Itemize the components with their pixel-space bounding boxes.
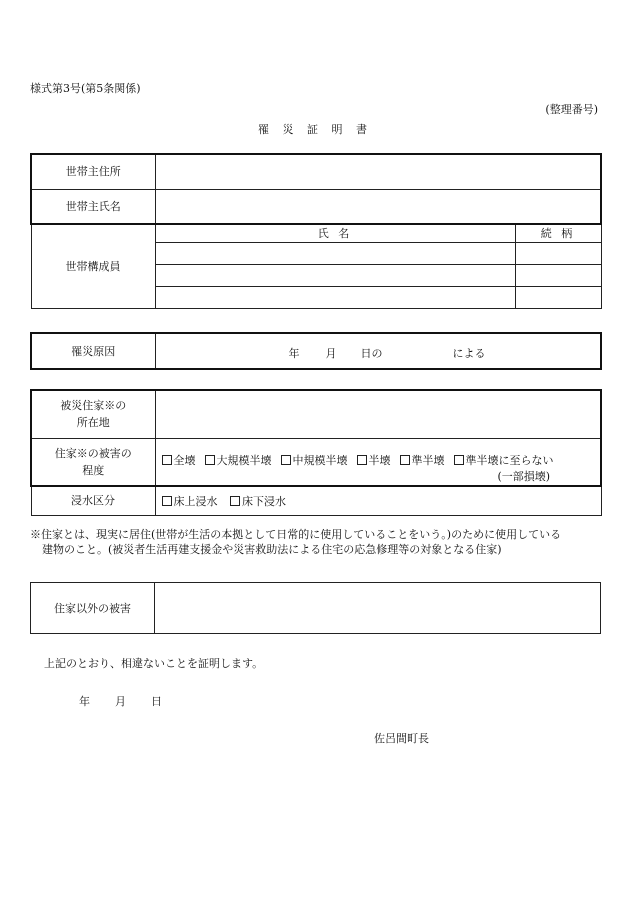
damage-degree-options — [155, 438, 601, 486]
member-name-field[interactable] — [155, 287, 515, 309]
checkbox-icon — [230, 496, 240, 506]
location-label-line2: 所在地 — [76, 416, 110, 430]
member-relation-field[interactable] — [515, 287, 601, 309]
damage-degree-label — [31, 438, 155, 486]
certify-month: 月 — [115, 695, 126, 708]
location-label-line1: 被災住家※の — [60, 399, 127, 413]
head-address-label: 世帯主住所 — [31, 154, 155, 189]
member-relation-field[interactable] — [515, 243, 601, 265]
option-half-collapse[interactable] — [357, 452, 391, 468]
member-name-header: 氏 名 — [155, 224, 515, 243]
checkbox-icon — [454, 455, 464, 465]
option-label: 準半壊に至らない — [465, 453, 554, 467]
certify-year: 年 — [79, 695, 90, 708]
option-label: 半壊 — [368, 453, 391, 467]
option-quasi-half-collapse[interactable] — [400, 452, 445, 468]
other-damage-label: 住家以外の被害 — [31, 583, 155, 634]
member-relation-field[interactable] — [515, 265, 601, 287]
option-large-half-collapse[interactable] — [205, 452, 272, 468]
checkbox-icon — [400, 455, 410, 465]
checkbox-icon — [205, 455, 215, 465]
head-name-label: 世帯主氏名 — [31, 189, 155, 224]
option-total-collapse[interactable] — [162, 452, 196, 468]
checkbox-icon — [357, 455, 367, 465]
head-name-field[interactable] — [155, 189, 601, 224]
member-relation-header: 続 柄 — [515, 224, 601, 243]
member-name-field[interactable] — [155, 265, 515, 287]
note-line-1: ※住家とは、現実に居住(世帯が生活の本拠として日常的に使用していることをいう。)のために使用している — [30, 528, 562, 541]
issuer-name: 佐呂間町長 — [374, 732, 429, 745]
cause-table — [30, 332, 602, 370]
certify-day: 日 — [151, 695, 162, 708]
option-label: 床上浸水 — [173, 494, 218, 508]
option-label: 大規模半壊 — [216, 453, 272, 467]
document-title: 罹 災 証 明 書 — [258, 123, 372, 136]
location-label — [31, 390, 155, 438]
option-above-floor-flood[interactable] — [162, 493, 218, 509]
flood-class-options — [155, 486, 601, 515]
cause-label: 罹災原因 — [31, 333, 155, 369]
option-label: 中規模半壊 — [292, 453, 348, 467]
cause-by: による — [452, 347, 486, 360]
checkbox-icon — [162, 496, 172, 506]
cause-month: 月 — [325, 347, 337, 360]
certification-text: 上記のとおり、相違ないことを証明します。 — [44, 657, 264, 670]
household-table — [30, 153, 602, 309]
flood-class-label: 浸水区分 — [31, 486, 155, 515]
cause-field[interactable] — [155, 333, 601, 369]
damage-table — [30, 389, 602, 516]
other-damage-field[interactable] — [155, 583, 601, 634]
household-members-label: 世帯構成員 — [31, 224, 155, 309]
cause-year: 年 — [288, 347, 300, 360]
checkbox-icon — [281, 455, 291, 465]
degree-label-line1: 住家※の被害の — [54, 446, 132, 460]
option-label: 全壊 — [173, 453, 196, 467]
head-address-field[interactable] — [155, 154, 601, 189]
form-number: 様式第3号(第5条関係) — [30, 82, 141, 95]
option-below-floor-flood[interactable] — [230, 493, 286, 509]
degree-label-line2: 程度 — [82, 463, 105, 477]
partial-damage-sub-label: (一部損壊) — [497, 469, 551, 483]
dwelling-definition-note — [30, 527, 605, 557]
cause-day-of: 日の — [360, 347, 383, 360]
note-line-2: 建物のこと。(被災者生活再建支援金や災害救助法による住宅の応急修理等の対象となる住家) — [42, 543, 502, 556]
checkbox-icon — [162, 455, 172, 465]
option-label: 準半壊 — [411, 453, 445, 467]
option-medium-half-collapse[interactable] — [281, 452, 348, 468]
location-field[interactable] — [155, 390, 601, 438]
reference-number: (整理番号) — [545, 103, 598, 116]
option-partial-damage[interactable] — [454, 452, 554, 468]
other-damage-table — [30, 582, 601, 634]
member-name-field[interactable] — [155, 243, 515, 265]
option-label: 床下浸水 — [242, 494, 286, 508]
